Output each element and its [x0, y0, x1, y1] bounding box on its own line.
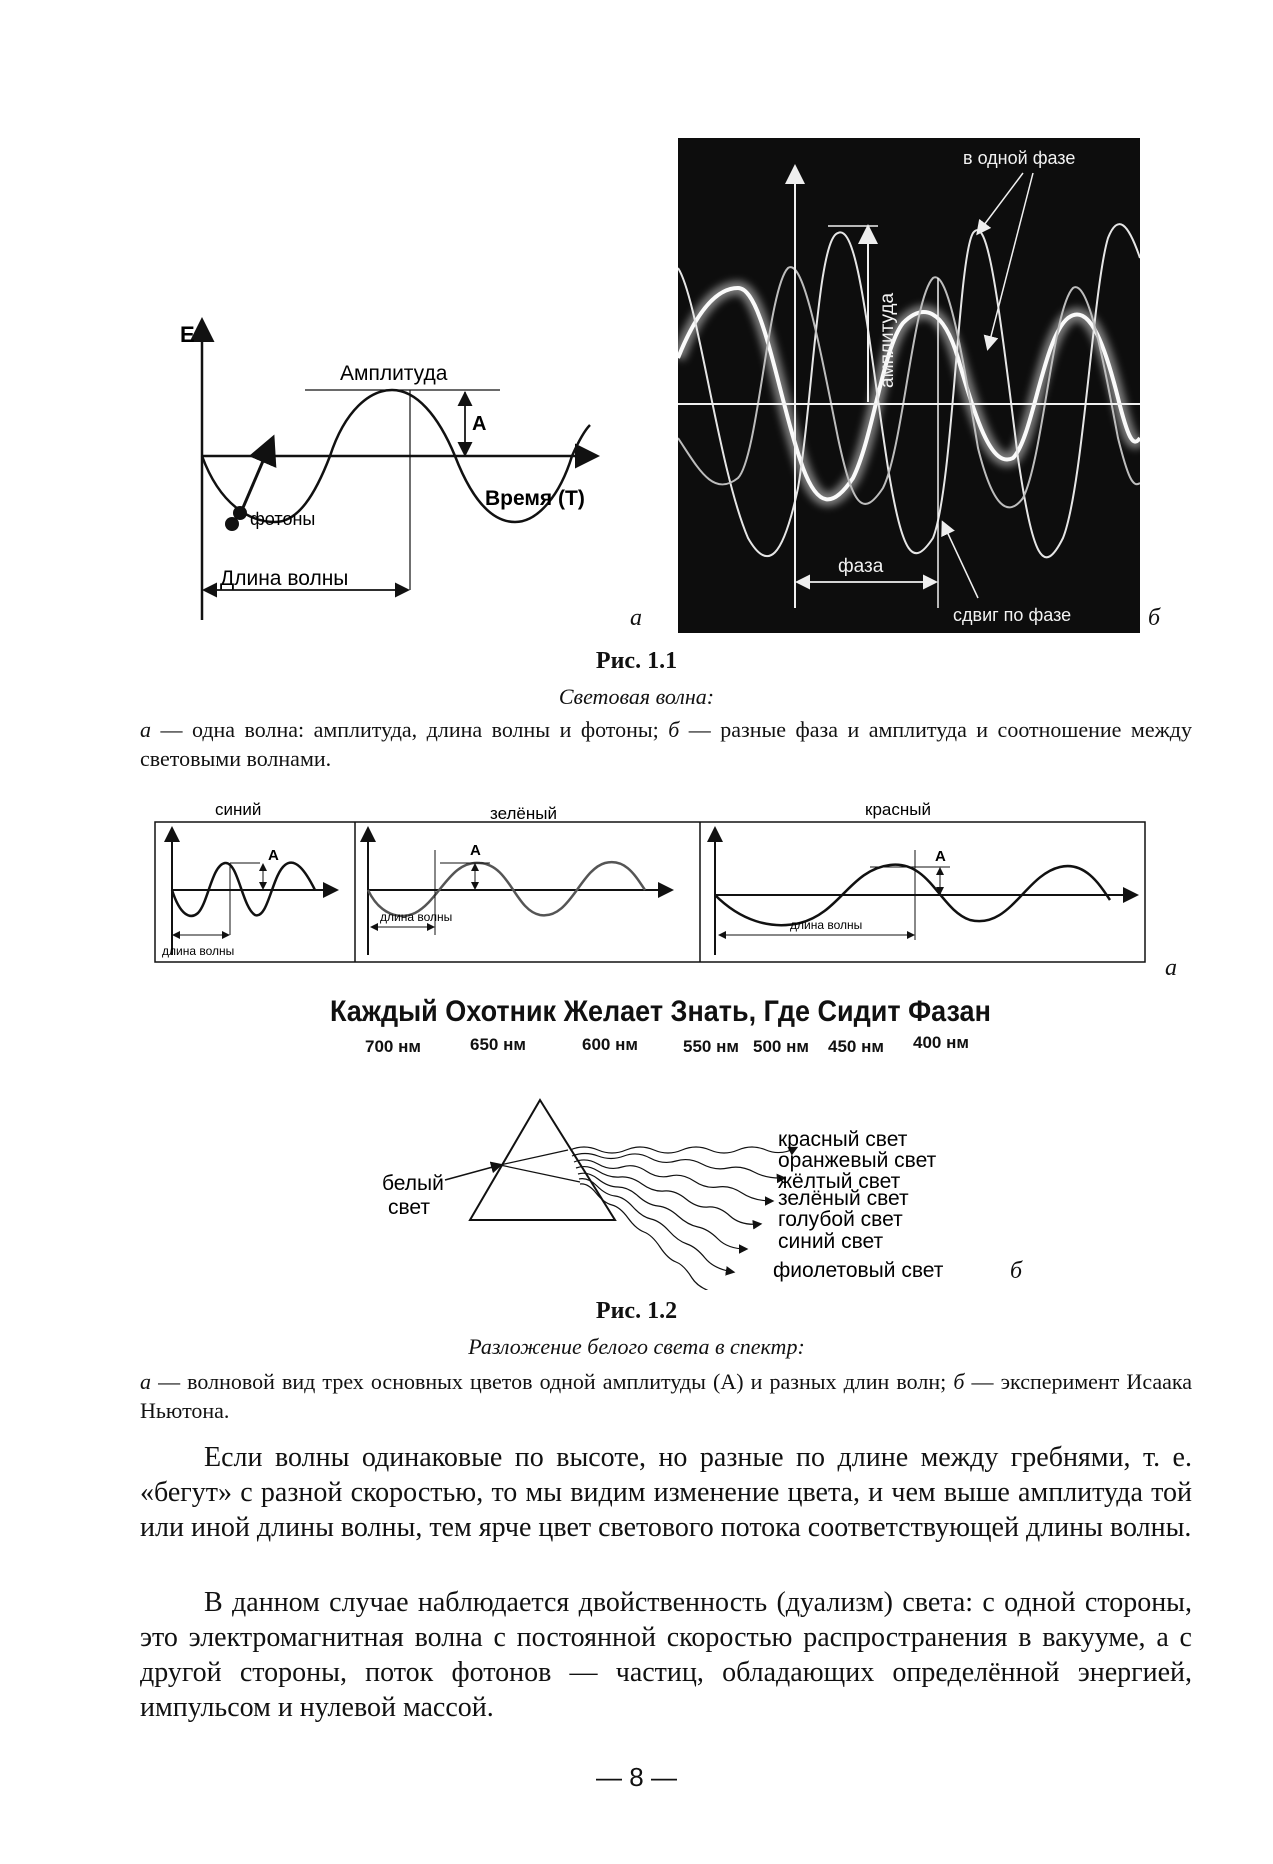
label-green-light: зелёный свет [778, 1187, 909, 1210]
amplitude-label: амплитуда [877, 292, 898, 388]
white-light-ray [445, 1165, 500, 1180]
figure-1-1a-label: a [630, 605, 642, 631]
figure-1-1b-label: б [1148, 605, 1161, 631]
wavelength-550: 550 нм [683, 1037, 739, 1056]
svg-text:A: A [470, 842, 481, 859]
label-blue-light: синий свет [778, 1230, 884, 1253]
amplitude-label: Амплитуда [340, 362, 448, 385]
rainbow-mnemonic: Каждый Охотник Желает Знать, Где Сидит Фазан [330, 995, 991, 1028]
wavelength-500: 500 нм [753, 1037, 809, 1056]
ray-blue [579, 1179, 733, 1272]
wavelength-450: 450 нм [828, 1037, 884, 1056]
figure-1-1a [180, 300, 630, 620]
svg-text:A: A [268, 847, 279, 864]
label-yellow-light: жёлтый свет [778, 1170, 901, 1193]
ray-yellow [574, 1160, 772, 1201]
body-paragraph-1: Если волны одинаковые по высоте, но разные по длине между гребнями, т. е. «бегут» с разной скоростью, то мы видим изменение цвета, и чем выше амплитуда той или иной длины волны, тем ярче цвет светового потока соответствующей длины волны. [140, 1442, 1192, 1543]
white-light-label: белый [382, 1172, 444, 1195]
svg-text:длина волны: длина волны [790, 918, 863, 932]
red-wave-panel [715, 830, 1135, 955]
wavelength-400: 400 нм [913, 1033, 969, 1052]
figure-1-2b-label: б [1010, 1258, 1023, 1284]
green-wave [368, 862, 645, 916]
svg-text:A: A [935, 848, 946, 865]
wave-panels-frame [155, 822, 1145, 962]
figure-1-2a-label: а [1165, 955, 1177, 981]
red-label: красный [865, 800, 931, 819]
figure-1-1-title: Рис. 1.1 [595, 648, 678, 674]
ray-light-blue [578, 1173, 746, 1249]
ray-green [576, 1167, 760, 1225]
phase-label: фаза [838, 556, 884, 577]
blue-wave-panel [162, 830, 335, 958]
figure-1-2-description: а — волновой вид трех основных цветов одной амплитуды (А) и разных длин волн; б — эксперимент Исаака Ньютона. [140, 1369, 1193, 1423]
body-paragraph-2: В данном случае наблюдается двойственность (дуализм) света: с одной стороны, это электромагнитная волна с постоянной скоростью распространения в вакууме, а с другой стороны, поток фотонов — частиц, обладающих определённой энергией, импульсом и нулевой массой. [140, 1587, 1192, 1723]
ray-red [570, 1147, 796, 1153]
ray-violet [580, 1184, 727, 1290]
phase-shift-label: сдвиг по фазе [953, 605, 1072, 625]
figure-1-1-description: а — одна волна: амплитуда, длина волны и фотоны; б — разные фаза и амплитуда и соотношение между световыми волнами. [140, 717, 1192, 771]
e-axis-label: E [180, 322, 195, 347]
green-wave-panel [368, 830, 670, 955]
label-red-light: красный свет [778, 1128, 908, 1151]
wavelength-650: 650 нм [470, 1035, 526, 1054]
green-label: зелёный [490, 804, 557, 823]
figure-1-1-subtitle: Световая волна: [558, 684, 715, 709]
label-light-blue-light: голубой свет [778, 1208, 903, 1231]
svg-text:свет: свет [388, 1196, 431, 1219]
time-label: Время (T) [485, 487, 585, 510]
figure-1-1b [678, 138, 1140, 633]
figure-1-2-subtitle: Разложение белого света в спектр: [468, 1334, 805, 1359]
svg-text:длина волны: длина волны [380, 910, 453, 924]
prism [470, 1100, 615, 1220]
in-phase-label: в одной фазе [963, 148, 1076, 168]
amplitude-a-label: A [472, 413, 487, 435]
page-number: — 8 — [596, 1762, 677, 1792]
label-violet-light: фиолетовый свет [773, 1259, 944, 1282]
dark-background [678, 138, 1140, 633]
photons-label: фотоны [250, 509, 316, 529]
blue-label: синий [215, 800, 262, 819]
figure-1-2a [150, 795, 1150, 970]
photon-arrow [242, 440, 272, 510]
figure-1-2b [370, 1090, 990, 1290]
wavelength-700: 700 нм [365, 1037, 421, 1056]
wavelength-label: Длина волны [220, 567, 349, 590]
svg-text:длина волны: длина волны [162, 944, 235, 958]
wavelength-600: 600 нм [582, 1035, 638, 1054]
figure-1-2-title: Рис. 1.2 [595, 1298, 678, 1324]
photon-dot [225, 517, 239, 531]
label-orange-light: оранжевый свет [778, 1149, 937, 1172]
